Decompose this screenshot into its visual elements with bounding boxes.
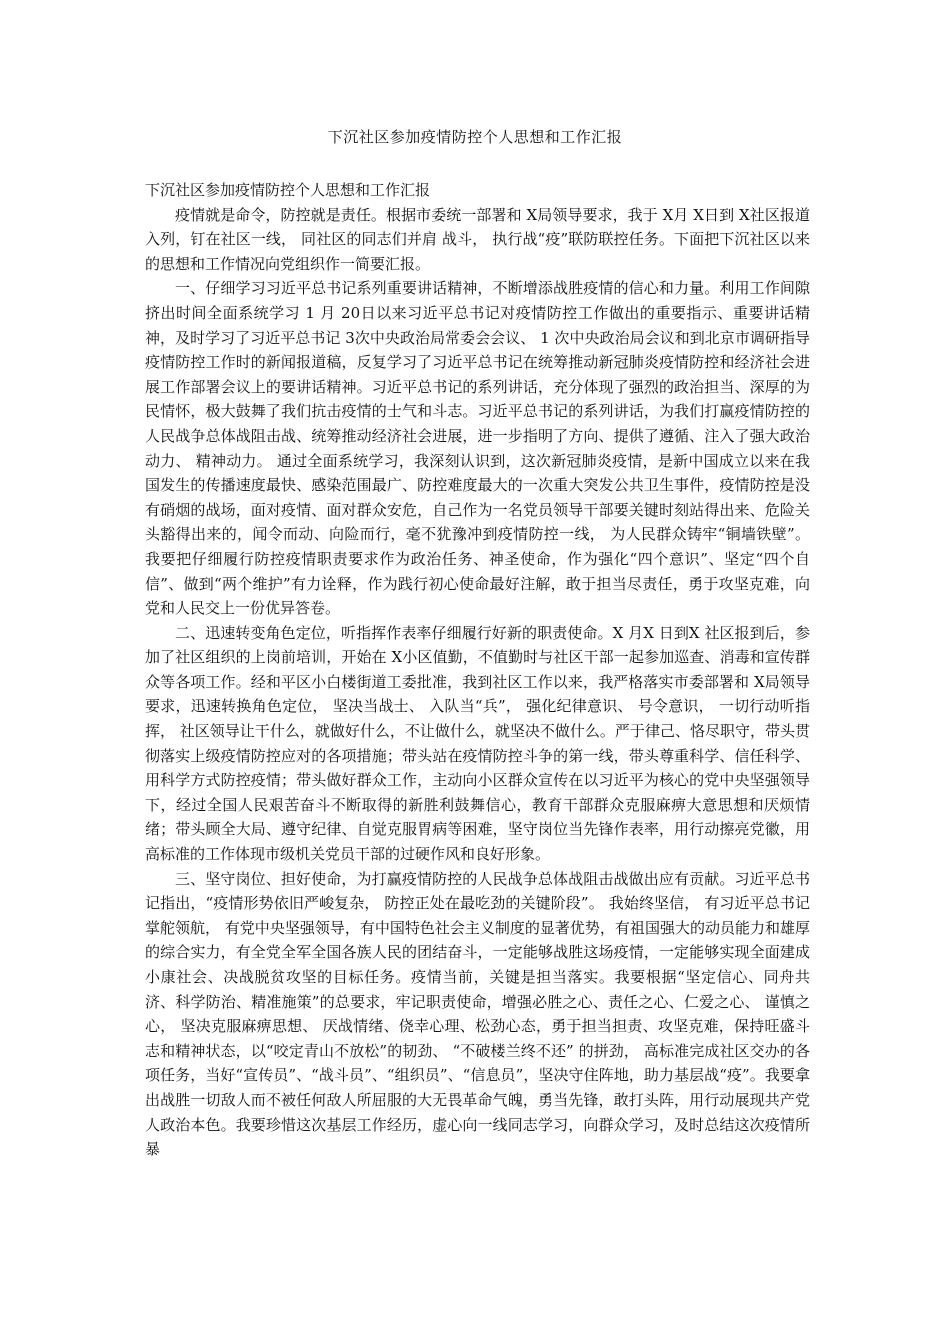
paragraph-section-1: 一、仔细学习习近平总书记系列重要讲话精神，不断增添战胜疫情的信心和力量。利用工作间隙挤出时间全面系统学习 1 月 20日以来习近平总书记对疫情防控工作做出的重要指示、重要讲话精神，及时学习了习近平总书记 3次中央政治局常委会会议、 1 次中央政治局会议和到北京市调研指导疫情防控工作时的新闻报道稿，反复学习了习近平总书记在统筹推动新冠肺炎疫情防控和经济社会进展工作部署会议上的要讲话精神。习近平总书记的系列讲话，充分体现了强烈的政治担当、深厚的为民情怀，极大鼓舞了我们抗击疫情的士气和斗志。习近平总书记的系列讲话，为我们打赢疫情防控的人民战争总体战阻击战、统筹推动经济社会进展，进一步指明了方向、提供了遵循、注入了强大政治动力、 精神动力。 通过全面系统学习，我深刻认识到，这次新冠肺炎疫情，是新中国成立以来在我国发生的传播速度最快、感染范围最广、防控难度最大的一次重大突发公共卫生事件，疫情防控是没有硝烟的战场，面对疫情、面对群众安危，自己作为一名党员领导干部要关键时刻站得出来、危险关头豁得出来的，闻令而动、向险而行，毫不犹豫冲到疫情防控一线， 为人民群众铸牢“铜墙铁壁”。 我要把仔细履行防控疫情职责要求作为政治任务、神圣使命，作为强化“四个意识”、坚定“四个自信”、做到“两个维护”有力诠释，作为践行初心使命最好注解，敢于担当尽责任，勇于攻坚克难，向党和人民交上一份优异答卷。 <box>145 279 810 618</box>
paragraph-section-3: 三、坚守岗位、担好使命，为打赢疫情防控的人民战争总体战阻击战做出应有贡献。习近平总书记指出，“疫情形势依旧严峻复杂， 防控正处在最吃劲的关键阶段”。 我始终坚信， 有习近平总书记掌舵领航， 有党中央坚强领导，有中国特色社会主义制度的显著优势，有祖国强大的动员能力和雄厚的综合实力，有全党全军全国各族人民的团结奋斗，一定能够战胜这场疫情，一定能够实现全面建成小康社会、决战脱贫攻坚的目标任务。疫情当前，关键是担当落实。我要根据“坚定信心、同舟共济、科学防治、精准施策”的总要求，牢记职责使命，增强必胜之心、责任之心、仁爱之心、 谨慎之心， 坚决克服麻痹思想、 厌战情绪、侥幸心理、松劲心态，勇于担当担责、攻坚克难，保持旺盛斗志和精神状态，以“咬定青山不放松”的韧劲、 “不破楼兰终不还” 的拼劲， 高标准完成社区交办的各项任务，当好“宣传员”、“战斗员”、“组织员”、“信息员”，坚决守住阵地，助力基层战“疫”。我要拿出战胜一切敌人而不被任何敌人所屈服的大无畏革命气魄，勇当先锋，敢打头阵，用行动展现共产党人政治本色。我要珍惜这次基层工作经历，虚心向一线同志学习，向群众学习，及时总结这次疫情所暴 <box>145 869 810 1159</box>
paragraph-section-2: 二、迅速转变角色定位，听指挥作表率仔细履行好新的职责使命。X 月X 日到X 社区报到后，参加了社区组织的上岗前培训，开始在 X小区值勤，不值勤时与社区干部一起参加巡查、消毒和宣传群众等各项工作。经和平区小白楼街道工委批准，我到社区工作以来，我严格落实市委部署和 X局领导要求，迅速转换角色定位， 坚决当战士、 入队当“兵”， 强化纪律意识、 号令意识， 一切行动听指挥， 社区领导让干什么，就做好什么，不让做什么，就坚决不做什么。严于律己、恪尽职守，带头贯彻落实上级疫情防控应对的各项措施；带头站在疫情防控斗争的第一线，带头尊重科学、信任科学、用科学方式防控疫情；带头做好群众工作，主动向小区群众宣传在以习近平为核心的党中央坚强领导下，经过全国人民艰苦奋斗不断取得的新胜利鼓舞信心，教育干部群众克服麻痹大意思想和厌烦情绪；带头顾全大局、遵守纪律、自觉克服胃病等困难，坚守岗位当先锋作表率，用行动擦亮党徽，用高标准的工作体现市级机关党员干部的过硬作风和良好形象。 <box>145 623 810 864</box>
document-subtitle: 下沉社区参加疫情防控个人思想和工作汇报 <box>145 181 431 199</box>
document-title: 下沉社区参加疫情防控个人思想和工作汇报 <box>327 128 623 146</box>
paragraph-intro: 疫情就是命令，防控就是责任。根据市委统一部署和 X局领导要求，我于 X月 X日到 X社区报道入列，钉在社区一线， 同社区的同志们并肩 战斗， 执行战“疫”联防联控任务。下面把下沉社区以来的思想和工作情况向党组织作一简要汇报。 <box>145 205 810 273</box>
document-body <box>145 178 810 1162</box>
